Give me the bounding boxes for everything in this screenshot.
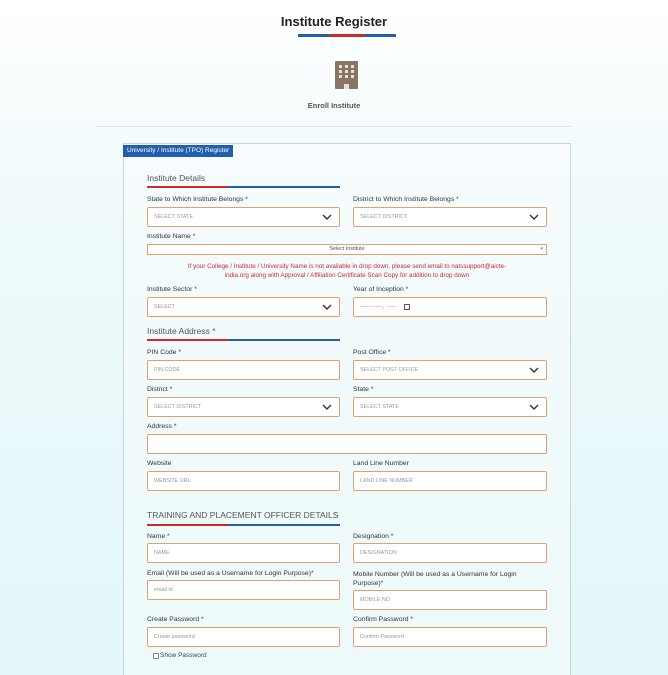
confirm-password-label: Confirm Password * bbox=[353, 616, 414, 623]
district-label: District to Which Institute Belongs * bbox=[353, 196, 459, 203]
email-label: Email (Will be used as a Username for Login Purpose)* bbox=[147, 570, 314, 577]
website-input[interactable]: WEBSITE URL bbox=[147, 471, 340, 491]
building-icon bbox=[335, 61, 358, 89]
pin-code-input[interactable]: PIN CODE bbox=[147, 360, 340, 380]
sector-label: Institute Sector * bbox=[147, 286, 197, 293]
institute-warning-text: If your College / Institute / University Name is not available in drop down, please send email to natssupport@aicte- india.org along with Approval / Affiliation Certificate Scan Copy for addition to drop down bbox=[187, 263, 507, 279]
divider bbox=[97, 126, 571, 127]
show-password-label[interactable]: Show Password bbox=[160, 652, 207, 659]
chevron-down-icon bbox=[321, 301, 333, 313]
institute-name-select[interactable]: Select Institute ▾ bbox=[147, 244, 547, 255]
post-office-label: Post Office * bbox=[353, 349, 391, 356]
chevron-down-icon bbox=[321, 401, 333, 413]
section-underline bbox=[147, 186, 340, 188]
mobile-label: Mobile Number (Will be used as a Username for Login Purpose)* bbox=[353, 571, 517, 587]
institute-name-label: Institute Name * bbox=[147, 233, 196, 240]
website-label: Website bbox=[147, 460, 172, 467]
name-input[interactable]: NAME bbox=[147, 543, 340, 563]
mobile-input[interactable]: MOBILE NO bbox=[353, 590, 547, 610]
section-underline bbox=[147, 524, 340, 526]
landline-input[interactable]: LAND LINE NUMBER bbox=[353, 471, 547, 491]
state-label: State to Which Institute Belongs * bbox=[147, 196, 248, 203]
designation-label: Designation * bbox=[353, 533, 394, 540]
state-select[interactable]: SELECT STATE bbox=[147, 207, 340, 227]
card-tag[interactable]: University / Institute (TPO) Register bbox=[123, 145, 233, 157]
section-title-institute-address: Institute Address * bbox=[147, 326, 216, 336]
designation-input[interactable]: DESIGNATION bbox=[353, 543, 547, 563]
district-select[interactable]: SELECT DISTRICT bbox=[353, 207, 547, 227]
email-input[interactable]: email id bbox=[147, 580, 340, 600]
inception-label: Year of Inception * bbox=[353, 286, 409, 293]
title-underline bbox=[298, 34, 396, 37]
address-district-label: District * bbox=[147, 386, 173, 393]
post-office-select[interactable]: SELECT POST OFFICE bbox=[353, 360, 547, 380]
section-title-tpo: TRAINING AND PLACEMENT OFFICER DETAILS bbox=[147, 510, 339, 520]
page-title: Institute Register bbox=[280, 14, 388, 29]
address-district-select[interactable]: SELECT DISTRICT bbox=[147, 397, 340, 417]
pin-label: PIN Code * bbox=[147, 349, 182, 356]
inception-date-input[interactable]: ----------, ---- bbox=[353, 297, 547, 317]
section-title-institute-details: Institute Details bbox=[147, 173, 206, 183]
section-underline bbox=[147, 339, 340, 341]
address-label: Address * bbox=[147, 423, 177, 430]
chevron-down-icon bbox=[528, 211, 540, 223]
confirm-password-input[interactable]: Confirm Password bbox=[353, 627, 547, 647]
chevron-down-icon bbox=[528, 364, 540, 376]
calendar-icon[interactable] bbox=[404, 304, 410, 310]
show-password-checkbox[interactable] bbox=[153, 653, 159, 659]
create-password-label: Create Password * bbox=[147, 616, 204, 623]
enroll-institute-label: Enroll Institute bbox=[307, 101, 361, 110]
address-state-label: State * bbox=[353, 386, 374, 393]
chevron-down-icon bbox=[528, 401, 540, 413]
name-label: Name * bbox=[147, 533, 170, 540]
address-input[interactable] bbox=[147, 434, 547, 454]
chevron-down-icon: ▾ bbox=[540, 246, 543, 252]
address-state-select[interactable]: SELECT STATE bbox=[353, 397, 547, 417]
sector-select[interactable]: SELECT bbox=[147, 297, 340, 317]
create-password-input[interactable]: Create password bbox=[147, 627, 340, 647]
chevron-down-icon bbox=[321, 211, 333, 223]
landline-label: Land Line Number bbox=[353, 460, 409, 467]
